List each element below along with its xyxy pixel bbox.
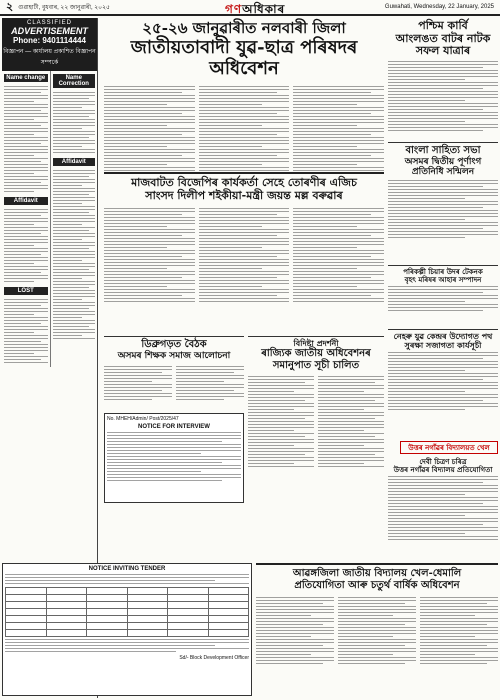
right-small2-headline: নেহৰু যুৱ কেন্দ্ৰৰ উদ্যোগত পথ সুৰক্ষা সজাগতা কাৰ্যসূচী bbox=[393, 331, 493, 351]
highlighted-headline: উত্তৰ নগাঁৱৰ বিদ্যালয়ত খেল bbox=[400, 441, 498, 454]
label-name-correction: Name Correction bbox=[53, 74, 96, 88]
right-top-kicker: পশ্চিম কাৰ্বি bbox=[418, 19, 468, 32]
right-mid-story bbox=[388, 142, 498, 262]
memo-number: No. MHEH/Admin/ Post/2025/47 bbox=[107, 416, 179, 422]
interview-notice bbox=[104, 413, 244, 503]
bottom-right-story bbox=[256, 563, 498, 696]
top-story bbox=[104, 20, 384, 170]
classified-blurb: বিজ্ঞাপন — কাৰ্যালয় প্ৰকাশিত বিজ্ঞাপন সম্পৰ্কে bbox=[3, 49, 96, 66]
classified-header bbox=[2, 18, 97, 71]
mid-right-story bbox=[248, 336, 384, 503]
label-lost: LOST bbox=[4, 287, 48, 295]
right-small-story-2 bbox=[388, 329, 498, 437]
top-story-kicker: ২৫-২৬ জানুৱাৰীত নলবাৰী জিলা bbox=[142, 19, 346, 37]
right-small3-sub: উত্তৰ নগাঁৱৰ বিদ্যালয় প্ৰতিযোগিতা bbox=[393, 465, 493, 475]
mid-left-headline: ডিব্ৰুগড়ত বৈঠক bbox=[141, 339, 207, 350]
classified-subcol-left bbox=[2, 71, 50, 367]
interview-title: NOTICE FOR INTERVIEW bbox=[138, 424, 210, 430]
label-affidavit: Affidavit bbox=[4, 197, 48, 205]
right-mid-headline-1: বাংলা সাহিত্য সভা bbox=[405, 145, 481, 156]
masthead bbox=[0, 0, 500, 16]
right-small-story-1 bbox=[388, 265, 498, 327]
tender-signature: Sd/- Block Development Officer bbox=[179, 655, 249, 661]
mid-right-sub: সমানুপাত সূচী চালিত bbox=[272, 359, 360, 371]
right-small3-headline: দেবী চিত্ৰণ চৰিত্ৰ bbox=[419, 457, 467, 466]
classified-phone: Phone: 9401114444 bbox=[13, 36, 86, 45]
second-story-headline-2: সাংসদ দিলীপ শইকীয়া-মন্ত্ৰী জয়ন্ত মল্ল বৰুৱাৰ bbox=[145, 188, 343, 202]
date-left: গুৱাহাটী, বুধবাৰ, ২২ জানুৱাৰী, ২০২৫ bbox=[18, 4, 110, 11]
right-small-story-3 bbox=[388, 458, 498, 558]
page-number: ২ bbox=[6, 0, 14, 13]
label-affidavit-2: Affidavit bbox=[53, 158, 96, 166]
date-right: Guwahati, Wednesday, 22 January, 2025 bbox=[384, 4, 494, 10]
bottom-right-headline-1: আৱঙ্গজিলা জাতীয় বিদ্যালয় খেল-ধেমালি bbox=[292, 568, 462, 579]
second-story bbox=[104, 172, 384, 332]
top-story-headline: জাতীয়তাবাদী যুৱ-ছাত্ৰ পৰিষদৰ অধিবেশন bbox=[130, 37, 358, 79]
mid-left-sub: অসমৰ শিক্ষক সমাজ আলোচনা bbox=[117, 350, 231, 361]
right-top-headline: আংলঙত বাটৰ নাটক সফল যাত্ৰাৰ bbox=[395, 31, 491, 58]
tender-notice-title: NOTICE INVITING TENDER bbox=[88, 566, 166, 572]
right-top-story bbox=[388, 20, 498, 140]
bottom-right-headline-2: প্ৰতিযোগিতা আৰু চতুৰ্থ বাৰ্ষিক অধিবেশন bbox=[294, 579, 460, 591]
right-small1-sub: বৃহৎ মৰিষৰ আহাৰ সম্পাদন bbox=[404, 275, 482, 285]
top-story-body bbox=[104, 84, 384, 176]
right-small1-headline: পৰিকল্পী চিয়াৰ উদৰ টেকনক bbox=[403, 267, 483, 276]
right-mid-headline-3: প্ৰতিনিধি সন্মিলন bbox=[411, 166, 475, 177]
tender-notice bbox=[2, 563, 252, 696]
second-story-body bbox=[104, 206, 384, 304]
right-mid-headline-2: অসমৰ দ্বিতীয় পূৰ্ণাংগ bbox=[404, 156, 482, 167]
mid-right-headline: ৰাজ্যিক জাতীয় অধিবেশনৰ bbox=[261, 348, 371, 360]
mid-right-kicker: বিদিষ্টা প্ৰদৰ্শনী bbox=[293, 338, 339, 348]
classified-title: ADVERTISEMENT bbox=[11, 26, 88, 36]
label-name-change: Name change bbox=[4, 74, 48, 82]
second-story-headline-1: মাজবাটত বিজেপিৰ কাৰ্যকৰ্তা সেহে তোৰণীৰ এজিচ bbox=[131, 176, 357, 189]
classified-subcol-right bbox=[50, 71, 98, 367]
classified-kicker: CLASSIFIED bbox=[26, 20, 72, 26]
tender-table bbox=[5, 587, 249, 637]
newspaper-logo: গণঅধিকাৰ bbox=[225, 2, 286, 16]
mid-left-story bbox=[104, 336, 244, 410]
